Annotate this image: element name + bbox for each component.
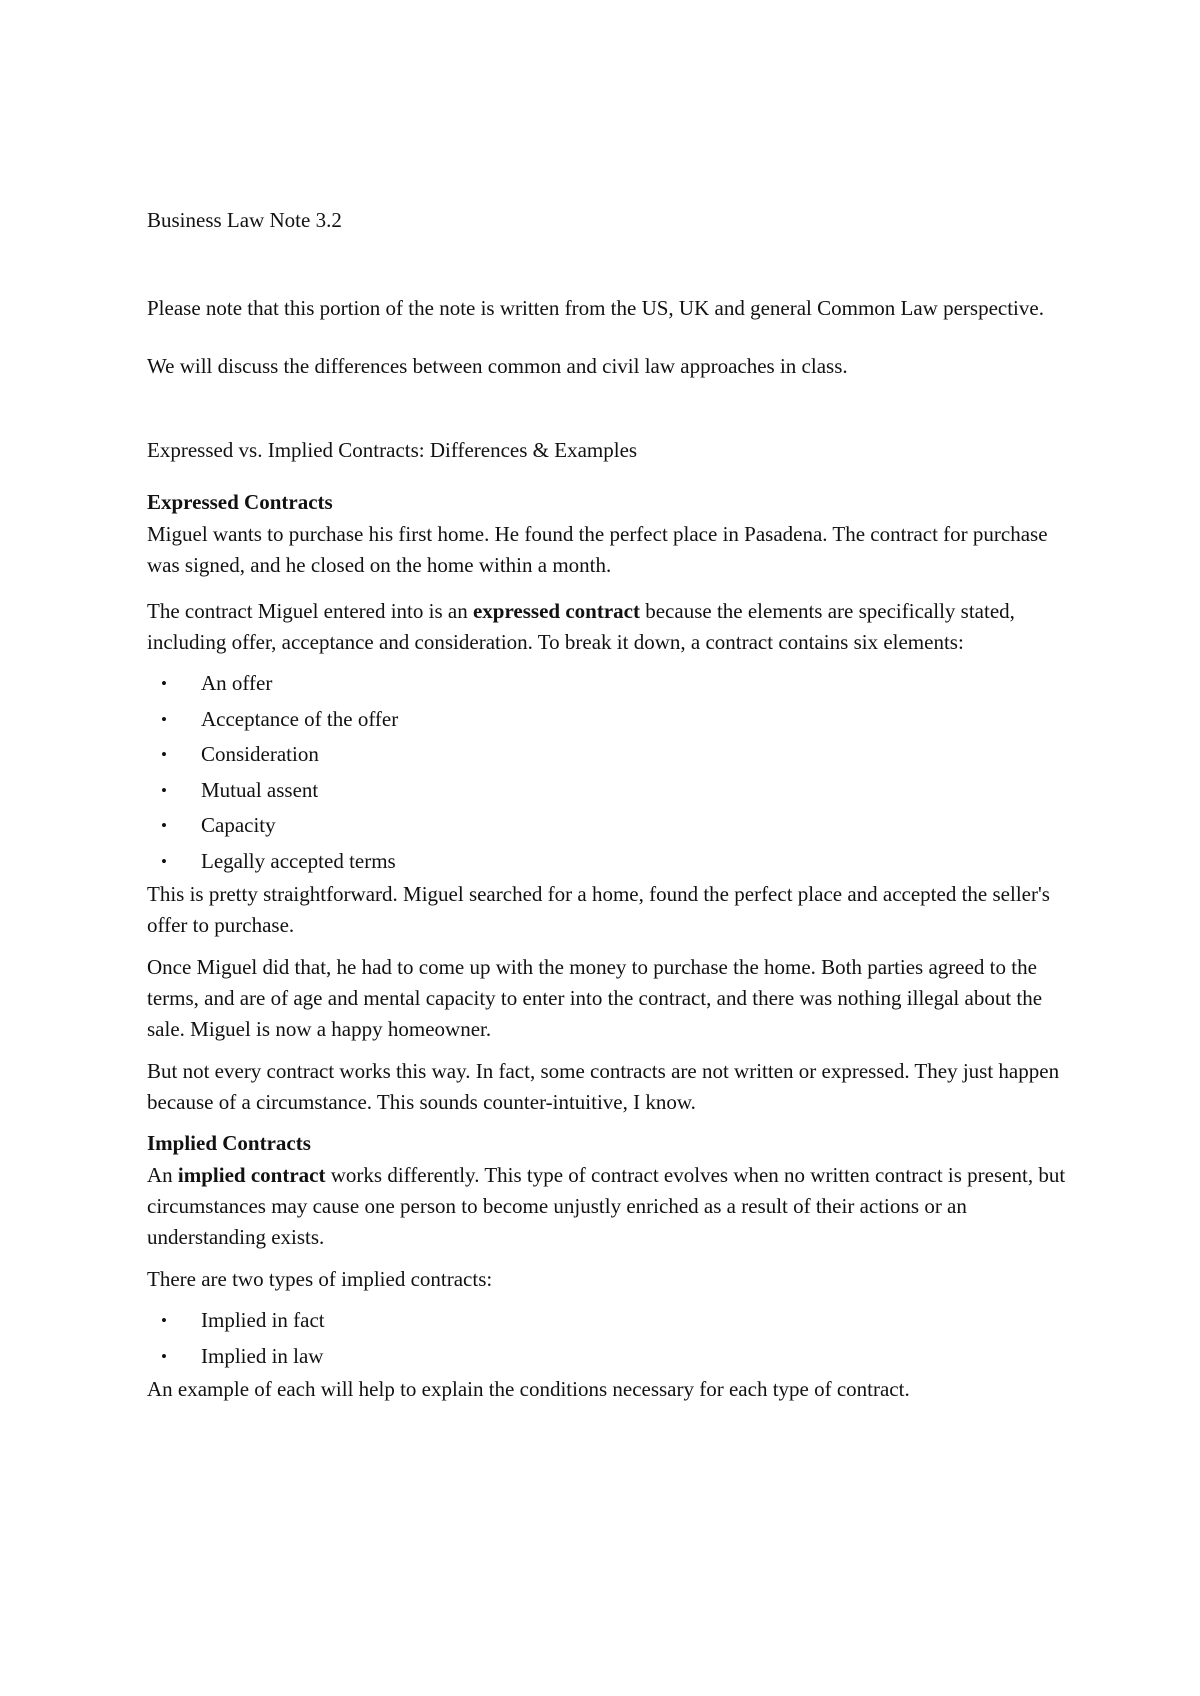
list-item <box>147 737 1067 773</box>
implied-types-list <box>147 1303 1067 1374</box>
implied-contract-term: implied contract <box>177 1163 326 1187</box>
list-item <box>147 702 1067 738</box>
document-body <box>147 205 1067 1405</box>
implied-paragraph-2: There are two types of implied contracts: <box>147 1267 493 1291</box>
topic-subtitle: Expressed vs. Implied Contracts: Differences & Examples <box>147 438 638 462</box>
list-item-text: Implied in law <box>201 1343 324 1368</box>
perspective-note: Please note that this portion of the note is written from the US, UK and general Common Law perspective. We will discuss the differences between common and civil law approaches in class. <box>147 296 1044 378</box>
list-item-text: An offer <box>201 671 273 695</box>
contract-elements-list <box>147 666 1067 879</box>
bullet-icon: • <box>161 1346 167 1366</box>
list-item-text: Mutual assent <box>201 777 319 802</box>
expressed-paragraph-2-start: The contract Miguel entered into is an <box>147 599 473 623</box>
list-item <box>147 844 1067 880</box>
list-item <box>147 666 1067 702</box>
expressed-paragraph-5: But not every contract works this way. In fact, some contracts are not written or expressed. They just happen because of a circumstance. This sounds counter-intuitive, I know. <box>147 1059 1060 1114</box>
implied-paragraph-1 <box>147 1160 1067 1253</box>
list-item <box>147 1303 1067 1339</box>
list-item <box>147 1339 1067 1375</box>
bullet-icon: • <box>161 674 167 693</box>
expressed-paragraph-2 <box>147 596 1067 658</box>
expressed-paragraph-4: Once Miguel did that, he had to come up with the money to purchase the home. Both parties agreed to the terms, and are of age and mental capacity to enter into the contract, and there was nothing illegal about the sale. Miguel is now a happy homeowner. <box>147 955 1043 1041</box>
list-item-text: Legally accepted terms <box>201 848 396 873</box>
implied-contracts-heading: Implied Contracts <box>147 1131 311 1155</box>
bullet-icon: • <box>161 780 167 800</box>
document-title: Business Law Note 3.2 <box>147 208 342 232</box>
list-item-text: Acceptance of the offer <box>201 706 399 731</box>
implied-paragraph-1-end: works differently. This type of contract evolves when no written contract is present, but circumstances may cause one person to become unjustly enriched as a result of their actions or an understanding exists. <box>147 1163 1066 1249</box>
bullet-icon: • <box>161 816 167 835</box>
implied-paragraph-3: An example of each will help to explain the conditions necessary for each type of contract. <box>147 1377 910 1401</box>
expressed-paragraph-1: Miguel wants to purchase his first home. He found the perfect place in Pasadena. The contract for purchase was signed, and he closed on the home within a month. <box>147 522 1048 577</box>
bullet-icon: • <box>161 851 167 871</box>
expressed-paragraph-3: This is pretty straightforward. Miguel searched for a home, found the perfect place and accepted the seller's offer to purchase. <box>147 882 1050 937</box>
list-item-text: Consideration <box>201 742 319 766</box>
list-item <box>147 808 1067 844</box>
list-item <box>147 773 1067 809</box>
expressed-paragraph-2-end: because the elements are specifically stated, including offer, acceptance and consideration. To break it down, a contract contains six elements: <box>147 599 1015 654</box>
bullet-icon: • <box>161 745 167 764</box>
list-item-text: Implied in fact <box>201 1308 325 1332</box>
expressed-contracts-heading: Expressed Contracts <box>147 490 333 514</box>
bullet-icon: • <box>161 1311 167 1330</box>
implied-paragraph-1-start: An <box>147 1163 178 1187</box>
expressed-contract-term: expressed contract <box>472 599 640 623</box>
bullet-icon: • <box>161 709 167 729</box>
list-item-text: Capacity <box>201 813 276 837</box>
